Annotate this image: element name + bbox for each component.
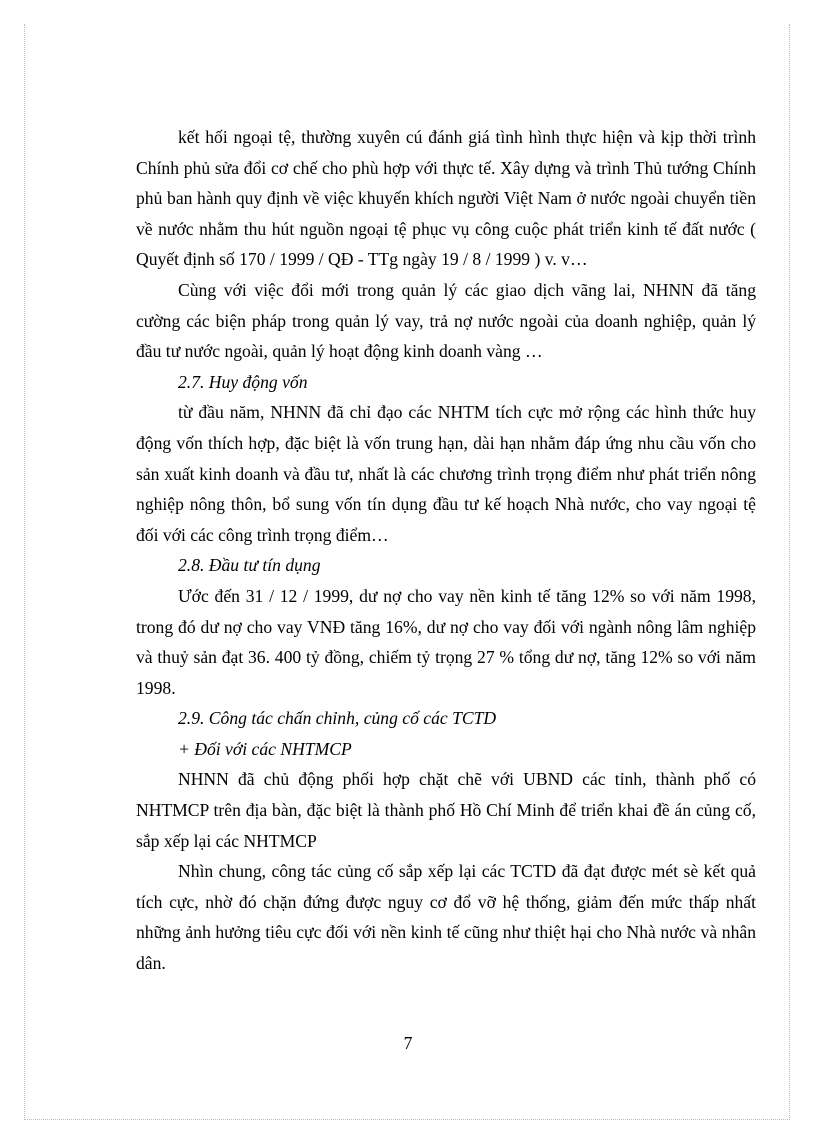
paragraph-capital-mobilization: từ đầu năm, NHNN đã chỉ đạo các NHTM tích cực mở rộng các hình thức huy động vốn thích hợp, đặc biệt là vốn trung hạn, dài hạn nhằm đáp ứng nhu cầu vốn cho sản xuất kinh doanh và đầu tư, nhất là các chương trình trọng điểm như phát triển nông nghiệp nông thôn, bổ sung vốn tín dụng đầu tư kế hoạch Nhà nước, cho vay ngoại tệ đối với các công trình trọng điểm… bbox=[136, 402, 756, 545]
heading-credit-investment: 2.8. Đầu tư tín dụng bbox=[178, 555, 321, 576]
subheading-nhtmcp: + Đối với các NHTMCP bbox=[178, 738, 352, 759]
paragraph-foreign-exchange: kết hối ngoại tệ, thường xuyên cú đánh giá tình hình thực hiện và kịp thời trình Chính phủ sửa đổi cơ chế cho phù hợp với thực tế. Xây dựng và trình Thủ tướng Chính phủ ban hành quy định về việc khuyến khích người Việt Nam ở nước ngoài chuyển tiền về nước nhằm thu hút nguồn ngoại tệ phục vụ công cuộc phát triển kinh tế đất nước ( Quyết định số 170 / 1999 / QĐ - TTg ngày 19 / 8 / 1999 ) v. v… bbox=[136, 127, 756, 270]
paragraph-current-transactions: Cùng với việc đổi mới trong quản lý các giao dịch vãng lai, NHNN đã tăng cường các biện pháp trong quản lý vay, trả nợ nước ngoài của doanh nghiệp, quản lý đầu tư nước ngoài, quản lý hoạt động kinh doanh vàng … bbox=[136, 279, 756, 362]
document-body bbox=[136, 122, 756, 979]
paragraph-nhtmcp: NHNN đã chủ động phối hợp chặt chẽ với UBND các tỉnh, thành phố có NHTMCP trên địa bàn, đặc biệt là thành phố Hồ Chí Minh để triển khai đề án củng cố, sắp xếp lại các NHTMCP bbox=[136, 769, 756, 851]
heading-capital-mobilization: 2.7. Huy động vốn bbox=[178, 371, 308, 392]
paragraph-credit-investment: Ước đến 31 / 12 / 1999, dư nợ cho vay nền kinh tế tăng 12% so với năm 1998, trong đó dư nợ cho vay VNĐ tăng 16%, dư nợ cho vay đối với ngành nông lâm nghiệp và thuỷ sản đạt 36. 400 tỷ đồng, chiếm tỷ trọng 27 % tổng dư nợ, tăng 12% so với năm 1998. bbox=[136, 585, 756, 698]
page-number: 7 bbox=[403, 1033, 413, 1053]
heading-tctd-consolidation: 2.9. Công tác chấn chỉnh, củng cố các TCTD bbox=[178, 708, 497, 729]
paragraph-conclusion: Nhìn chung, công tác củng cố sắp xếp lại các TCTD đã đạt được mét sè kết quả tích cực, nhờ đó chặn đứng được nguy cơ đổ vỡ hệ thống, giảm đến mức thấp nhất những ảnh hưởng tiêu cực đối với nền kinh tế cũng như thiệt hại cho Nhà nước và nhân dân. bbox=[136, 861, 756, 974]
